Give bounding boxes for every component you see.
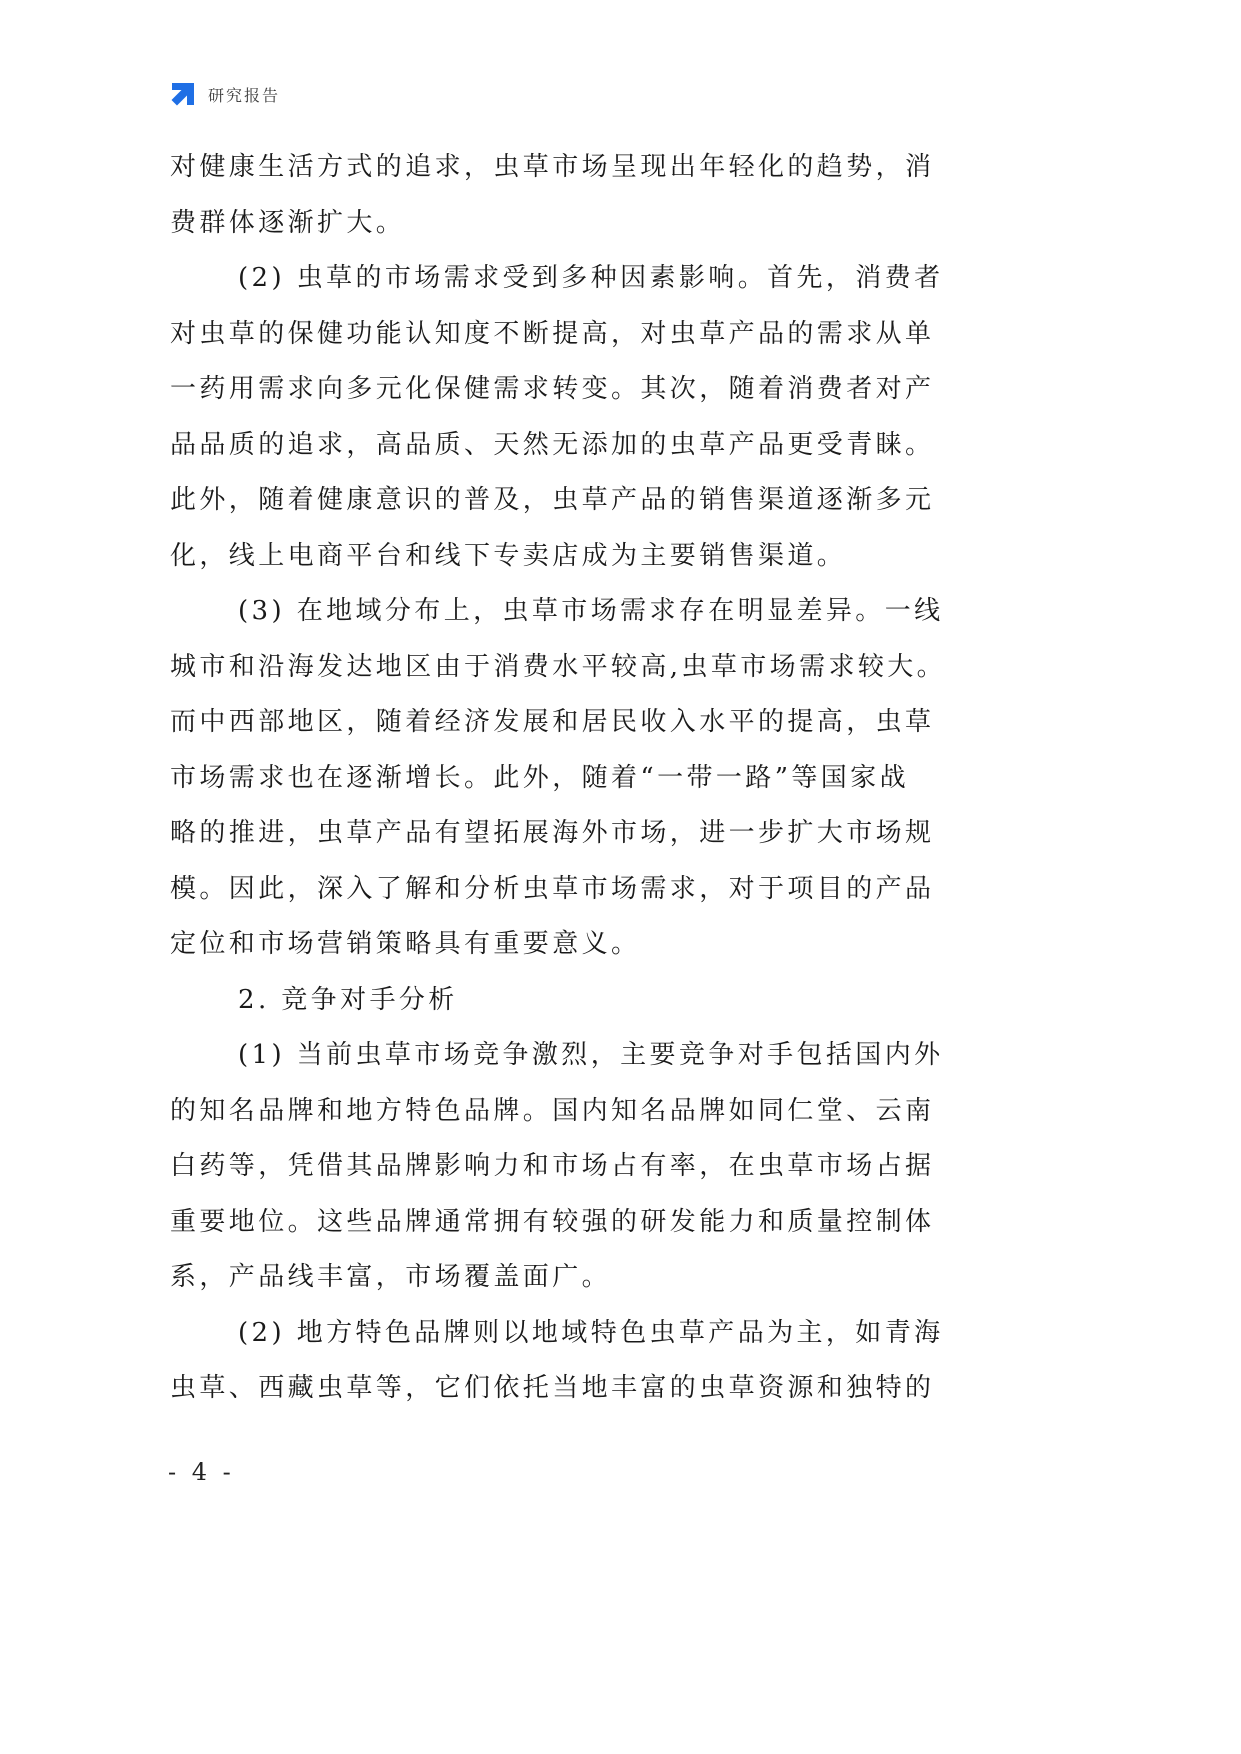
arrow-up-right-icon bbox=[168, 79, 198, 109]
text-line: 城市和沿海发达地区由于消费水平较高,虫草市场需求较大。 bbox=[170, 651, 947, 682]
text-line: 白药等，凭借其品牌影响力和市场占有率，在虫草市场占据 bbox=[170, 1151, 935, 1181]
body-text bbox=[170, 140, 950, 1417]
text-line: 化，线上电商平台和线下专卖店成为主要销售渠道。 bbox=[170, 540, 847, 571]
text-line: 略的推进，虫草产品有望拓展海外市场，进一步扩大市场规 bbox=[170, 818, 935, 848]
text-line: 对虫草的保健功能认知度不断提高，对虫草产品的需求从单 bbox=[170, 318, 935, 349]
text-line: 而中西部地区，随着经济发展和居民收入水平的提高，虫草 bbox=[170, 707, 935, 737]
report-header bbox=[168, 78, 280, 110]
text-line: 对健康生活方式的追求，虫草市场呈现出年轻化的趋势，消 bbox=[170, 152, 935, 182]
paragraph-start-line: (2) 地方特色品牌则以地域特色虫草产品为主，如青海 bbox=[238, 1317, 944, 1348]
paragraph-start-line: (3) 在地域分布上，虫草市场需求存在明显差异。一线 bbox=[238, 596, 944, 626]
page-number: - 4 - bbox=[168, 1458, 235, 1486]
paragraph-start-line: (1) 当前虫草市场竞争激烈，主要竞争对手包括国内外 bbox=[238, 1040, 944, 1070]
text-line: 一药用需求向多元化保健需求转变。其次，随着消费者对产 bbox=[170, 374, 935, 404]
text-line: 定位和市场营销策略具有重要意义。 bbox=[170, 929, 641, 959]
text-line: 品品质的追求，高品质、天然无添加的虫草产品更受青睐。 bbox=[170, 429, 935, 460]
paragraph-start-line: (2) 虫草的市场需求受到多种因素影响。首先，消费者 bbox=[238, 263, 944, 293]
section-heading: 2. 竞争对手分析 bbox=[238, 984, 458, 1015]
text-line: 重要地位。这些品牌通常拥有较强的研发能力和质量控制体 bbox=[170, 1206, 935, 1237]
text-line: 模。因此，深入了解和分析虫草市场需求，对于项目的产品 bbox=[170, 873, 935, 904]
text-line: 此外，随着健康意识的普及，虫草产品的销售渠道逐渐多元 bbox=[170, 485, 935, 515]
text-line: 系，产品线丰富，市场覆盖面广。 bbox=[170, 1262, 612, 1292]
text-line: 费群体逐渐扩大。 bbox=[170, 207, 406, 238]
text-line: 虫草、西藏虫草等，它们依托当地丰富的虫草资源和独特的 bbox=[170, 1373, 935, 1403]
header-title: 研究报告 bbox=[208, 85, 281, 105]
text-line: 市场需求也在逐渐增长。此外，随着“一带一路”等国家战 bbox=[170, 762, 909, 793]
text-line: 的知名品牌和地方特色品牌。国内知名品牌如同仁堂、云南 bbox=[170, 1095, 935, 1126]
